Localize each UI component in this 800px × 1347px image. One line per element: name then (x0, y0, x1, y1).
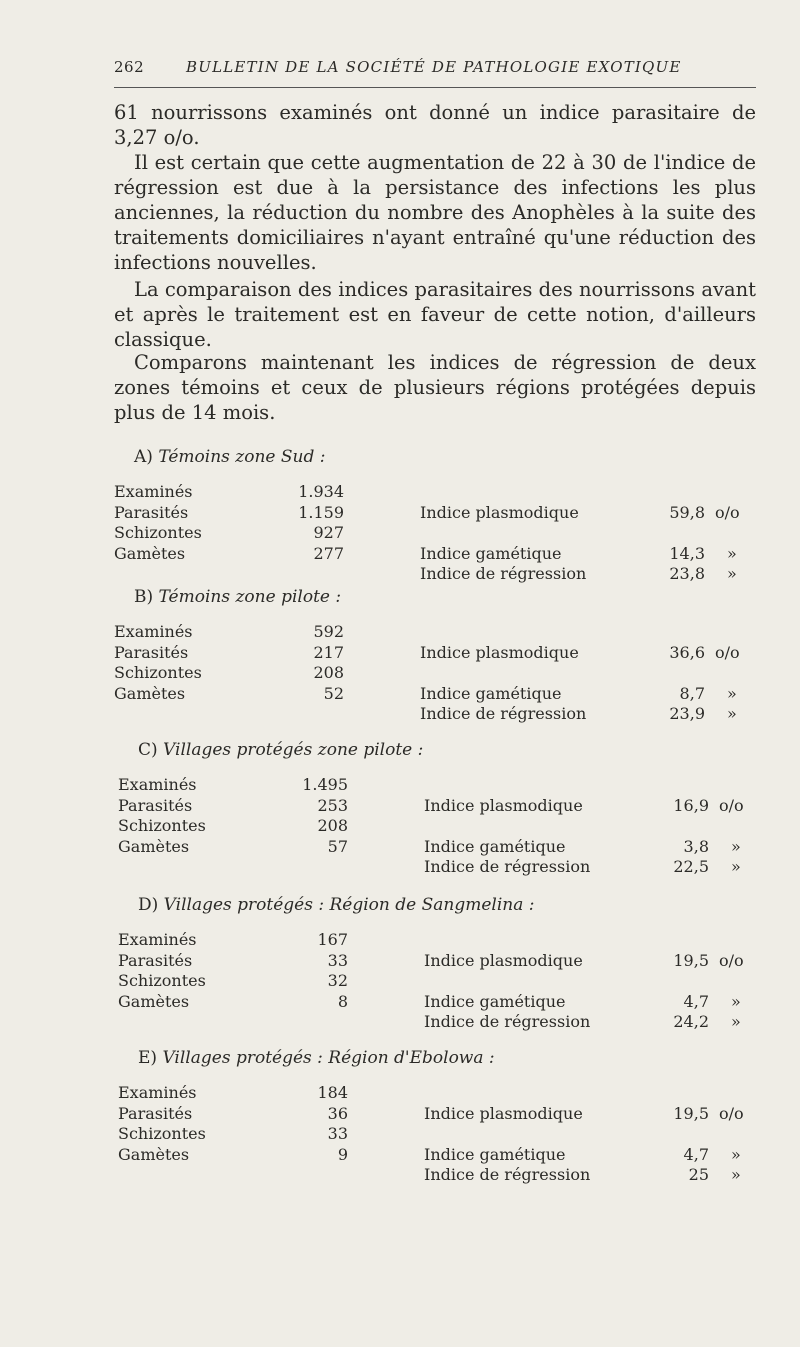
count-value: 217 (313, 642, 344, 662)
index-row (420, 684, 760, 704)
count-value: 1.159 (298, 502, 344, 522)
count-value: 927 (313, 523, 344, 542)
index-unit: » (727, 683, 737, 703)
index-label: Indice plasmodique (424, 950, 583, 970)
section-heading (138, 1048, 495, 1068)
count-label: Examinés (118, 775, 197, 794)
index-label: Indice gamétique (424, 836, 566, 856)
count-label: Schizontes (118, 816, 206, 835)
count-row (118, 992, 378, 1012)
index-row (424, 1165, 764, 1185)
count-label: Schizontes (118, 971, 206, 990)
index-row (424, 857, 764, 877)
index-label: Indice de régression (424, 1012, 591, 1031)
index-value: 22,5 (673, 857, 709, 876)
count-row (118, 775, 378, 795)
index-unit: o/o (719, 795, 744, 815)
count-value: 1.495 (302, 775, 348, 794)
count-row (118, 930, 378, 950)
section-letter: D) (138, 895, 159, 915)
count-row (114, 622, 374, 642)
count-value: 277 (313, 543, 344, 563)
count-label: Gamètes (114, 683, 186, 703)
count-label: Gamètes (118, 991, 190, 1011)
index-label: Indice de régression (424, 1165, 591, 1184)
section-letter: A) (134, 447, 153, 467)
index-value: 19,5 (673, 950, 709, 970)
count-value: 33 (327, 950, 348, 970)
count-row (114, 544, 374, 564)
count-label: Schizontes (118, 1124, 206, 1143)
index-value: 3,8 (683, 836, 709, 856)
count-row (114, 684, 374, 704)
index-row (424, 992, 764, 1012)
section-heading (134, 447, 326, 467)
index-unit: » (731, 857, 741, 876)
count-row (118, 1104, 378, 1124)
index-row (424, 837, 764, 857)
index-label: Indice gamétique (420, 683, 562, 703)
index-value: 59,8 (669, 502, 705, 522)
index-unit: o/o (719, 950, 744, 970)
index-value: 8,7 (679, 683, 705, 703)
count-value: 32 (327, 971, 348, 990)
section-title: Villages protégés : Région d'Ebolowa : (162, 1048, 495, 1068)
index-unit: » (727, 704, 737, 723)
count-row (114, 663, 374, 683)
journal-title: BULLETIN DE LA SOCIÉTÉ DE PATHOLOGIE EXOTIQUE (186, 58, 682, 76)
count-label: Parasités (118, 950, 193, 970)
count-value: 253 (317, 795, 348, 815)
section-heading (138, 740, 423, 760)
section-heading (134, 587, 341, 607)
page-number: 262 (114, 58, 145, 76)
index-label: Indice plasmodique (424, 795, 583, 815)
index-unit: o/o (719, 1103, 744, 1123)
header-rule (114, 87, 756, 88)
count-row (114, 523, 374, 543)
section-heading (138, 895, 535, 915)
count-row (118, 951, 378, 971)
count-value: 33 (327, 1124, 348, 1143)
count-label: Parasités (118, 1103, 193, 1123)
index-label: Indice de régression (420, 564, 587, 583)
index-value: 25 (688, 1165, 709, 1184)
section-title: Villages protégés zone pilote : (163, 740, 424, 760)
count-label: Parasités (118, 795, 193, 815)
index-unit: o/o (715, 502, 740, 522)
index-row (424, 796, 764, 816)
paragraph: La comparaison des indices parasitaires des nourrissons avant et après le traitement est en faveur de cette notion, d'ailleurs classique. (114, 278, 756, 351)
count-row (118, 1145, 378, 1165)
section-letter: E) (138, 1048, 158, 1068)
index-row (424, 1104, 764, 1124)
index-unit: » (731, 991, 741, 1011)
index-label: Indice plasmodique (420, 642, 579, 662)
index-label: Indice plasmodique (420, 502, 579, 522)
count-value: 167 (317, 930, 348, 949)
index-label: Indice gamétique (420, 543, 562, 563)
count-row (118, 816, 378, 836)
count-value: 592 (313, 622, 344, 641)
count-value: 208 (313, 663, 344, 682)
index-row (424, 1145, 764, 1165)
count-label: Parasités (114, 502, 189, 522)
index-label: Indice gamétique (424, 1144, 566, 1164)
section-letter: C) (138, 740, 158, 760)
index-value: 4,7 (683, 991, 709, 1011)
count-row (118, 971, 378, 991)
count-value: 184 (317, 1083, 348, 1102)
count-row (118, 837, 378, 857)
index-unit: » (731, 1012, 741, 1031)
count-value: 9 (337, 1144, 348, 1164)
index-row (424, 951, 764, 971)
section-title: Témoins zone Sud : (158, 447, 326, 467)
section-title: Villages protégés : Région de Sangmelina : (163, 895, 535, 915)
index-value: 24,2 (673, 1012, 709, 1031)
index-label: Indice de régression (424, 857, 591, 876)
count-value: 208 (317, 816, 348, 835)
index-label: Indice gamétique (424, 991, 566, 1011)
index-value: 14,3 (669, 543, 705, 563)
index-row (420, 704, 760, 724)
count-label: Examinés (118, 1083, 197, 1102)
index-value: 23,8 (669, 564, 705, 583)
paragraph: Comparons maintenant les indices de régression de deux zones témoins et ceux de plusieurs régions protégées depuis plus de 14 mois. (114, 351, 756, 424)
index-row (420, 544, 760, 564)
index-unit: » (727, 564, 737, 583)
count-value: 1.934 (298, 482, 344, 501)
count-value: 57 (327, 836, 348, 856)
section-title: Témoins zone pilote : (158, 587, 342, 607)
count-value: 36 (327, 1103, 348, 1123)
running-header (114, 58, 756, 80)
index-row (424, 1012, 764, 1032)
index-label: Indice plasmodique (424, 1103, 583, 1123)
count-label: Gamètes (114, 543, 186, 563)
index-value: 4,7 (683, 1144, 709, 1164)
index-value: 19,5 (673, 1103, 709, 1123)
count-label: Parasités (114, 642, 189, 662)
count-row (114, 643, 374, 663)
count-value: 52 (323, 683, 344, 703)
index-unit: » (731, 1144, 741, 1164)
index-row (420, 564, 760, 584)
count-label: Examinés (118, 930, 197, 949)
index-value: 16,9 (673, 795, 709, 815)
count-label: Schizontes (114, 663, 202, 682)
paragraph: Il est certain que cette augmentation de 22 à 30 de l'indice de régression est due à la persistance des infections les plus anciennes, la réduction du nombre des Anophèles à la suite des traitements domiciliaires n'ayant entraîné qu'une réduction des infections nouvelles. (114, 151, 756, 274)
count-row (118, 1124, 378, 1144)
count-row (118, 1083, 378, 1103)
index-unit: » (731, 1165, 741, 1184)
index-value: 23,9 (669, 704, 705, 723)
count-row (118, 796, 378, 816)
count-label: Examinés (114, 622, 193, 641)
index-unit: » (731, 836, 741, 856)
index-unit: » (727, 543, 737, 563)
index-label: Indice de régression (420, 704, 587, 723)
index-row (420, 643, 760, 663)
count-label: Examinés (114, 482, 193, 501)
count-label: Gamètes (118, 836, 190, 856)
index-value: 36,6 (669, 642, 705, 662)
count-label: Schizontes (114, 523, 202, 542)
count-label: Gamètes (118, 1144, 190, 1164)
count-row (114, 482, 374, 502)
index-unit: o/o (715, 642, 740, 662)
count-value: 8 (337, 991, 348, 1011)
section-letter: B) (134, 587, 154, 607)
index-row (420, 503, 760, 523)
count-row (114, 503, 374, 523)
paragraph: 61 nourrissons examinés ont donné un indice parasitaire de 3,27 o/o. (114, 101, 756, 149)
